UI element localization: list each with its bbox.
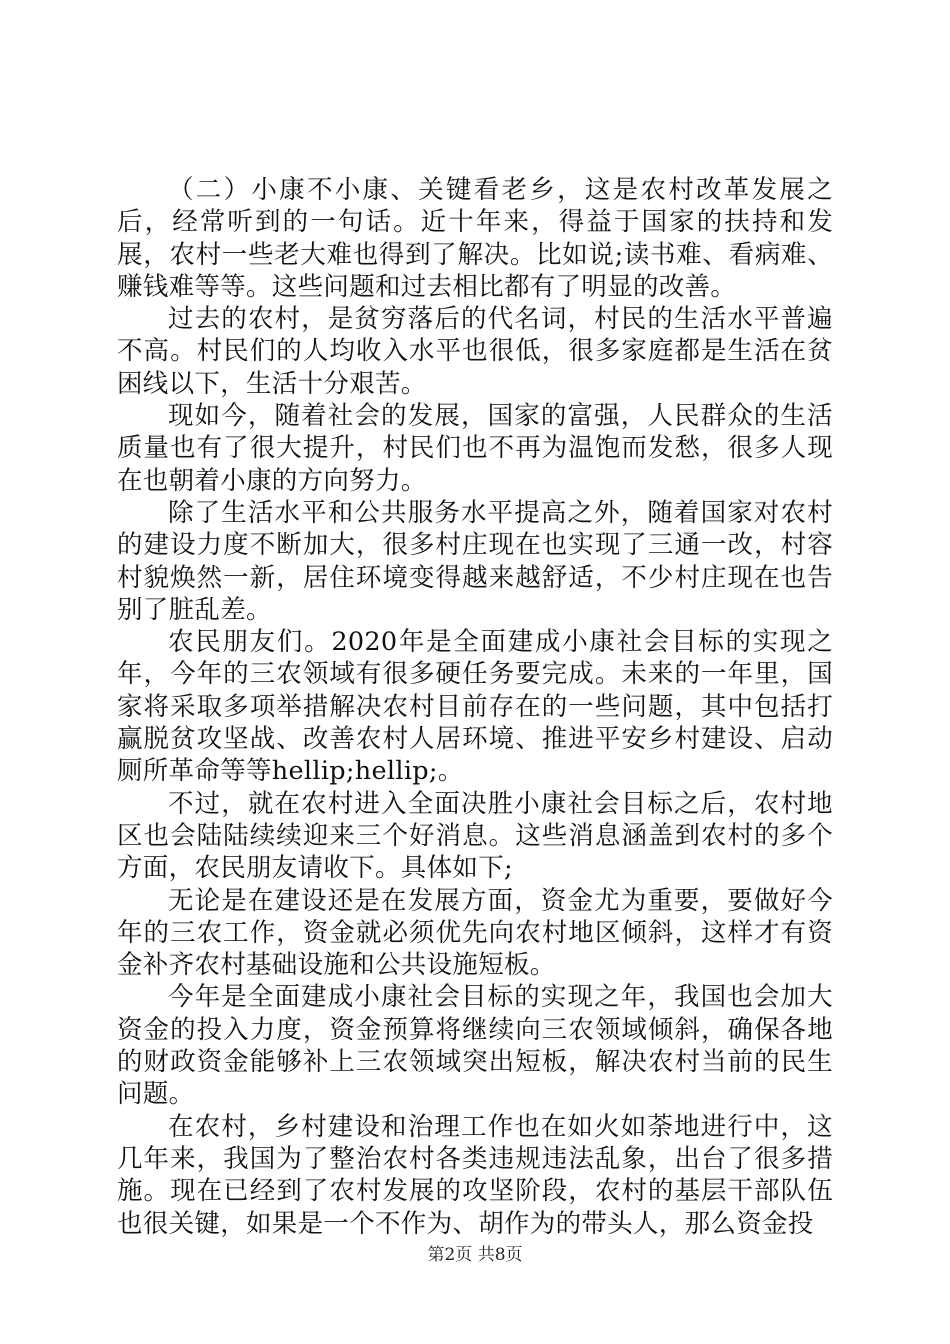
paragraph: 除了生活水平和公共服务水平提高之外，随着国家对农村的建设力度不断加大，很多村庄现在也实现了三通一改，村容村貌焕然一新，居住环境变得越来越舒适，不少村庄现在也告别了脏乱差。 [117, 497, 833, 625]
paragraph: 现如今，随着社会的发展，国家的富强，人民群众的生活质量也有了很大提升，村民们也不再为温饱而发愁，很多人现在也朝着小康的方向努力。 [117, 401, 833, 496]
paragraph: 今年是全面建成小康社会目标的实现之年，我国也会加大资金的投入力度，资金预算将继续向三农领域倾斜，确保各地的财政资金能够补上三农领域突出短板，解决农村当前的民生问题。 [117, 982, 833, 1110]
paragraph: 在农村，乡村建设和治理工作也在如火如荼地进行中，这几年来，我国为了整治农村各类违规违法乱象，出台了很多措施。现在已经到了农村发展的攻坚阶段，农村的基层干部队伍也很关键，如果是一个不作为、胡作为的带头人，那么资金投 [117, 1111, 833, 1239]
page-number-footer: 第2页 共8页 [427, 1245, 523, 1265]
paragraph: （二）小康不小康、关键看老乡，这是农村改革发展之后，经常听到的一句话。近十年来，得益于国家的扶持和发展，农村一些老大难也得到了解决。比如说;读书难、看病难、赚钱难等等。这些问题和过去相比都有了明显的改善。 [117, 175, 833, 302]
document-body [117, 174, 833, 1240]
paragraph: 无论是在建设还是在发展方面，资金尤为重要，要做好今年的三农工作，资金就必须优先向农村地区倾斜，这样才有资金补齐农村基础设施和公共设施短板。 [117, 885, 833, 981]
paragraph: 不过，就在农村进入全面决胜小康社会目标之后，农村地区也会陆陆续续迎来三个好消息。这些消息涵盖到农村的多个方面，农民朋友请收下。具体如下; [117, 788, 833, 884]
paragraph: 过去的农村，是贫穷落后的代名词，村民的生活水平普遍不高。村民们的人均收入水平也很低，很多家庭都是生活在贫困线以下，生活十分艰苦。 [117, 304, 833, 399]
paragraph: 农民朋友们。2020年是全面建成小康社会目标的实现之年，今年的三农领域有很多硬任务要完成。未来的一年里，国家将采取多项举措解决农村目前存在的一些问题，其中包括打赢脱贫攻坚战、改善农村人居环境、推进平安乡村建设、启动厕所革命等等hellip;hellip;。 [117, 627, 833, 787]
